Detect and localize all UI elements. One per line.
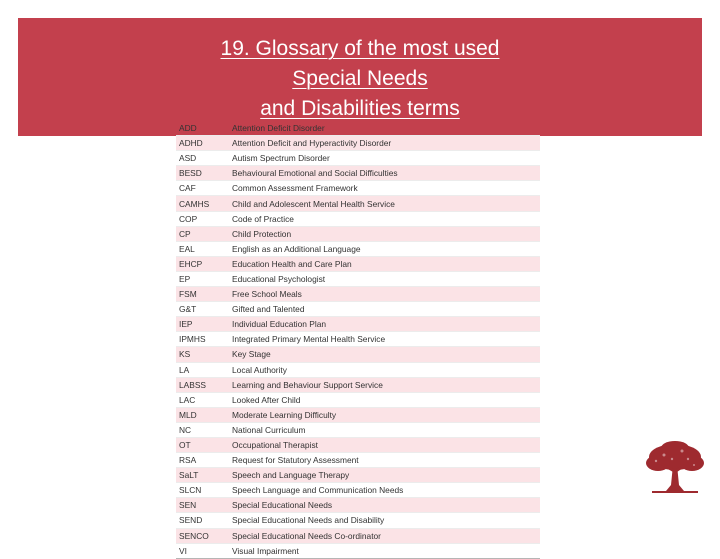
- glossary-term: Autism Spectrum Disorder: [229, 151, 540, 166]
- glossary-term: Special Educational Needs and Disability: [229, 513, 540, 528]
- glossary-abbreviation: KS: [176, 347, 229, 362]
- glossary-row: [176, 166, 540, 181]
- glossary-row: [176, 392, 540, 407]
- glossary-abbreviation: SEND: [176, 513, 229, 528]
- glossary-abbreviation: OT: [176, 437, 229, 452]
- glossary-abbreviation: BESD: [176, 166, 229, 181]
- glossary-row: [176, 483, 540, 498]
- glossary-term: Learning and Behaviour Support Service: [229, 377, 540, 392]
- title-line-1: 19. Glossary of the most used: [220, 37, 500, 60]
- glossary-abbreviation: CAF: [176, 181, 229, 196]
- glossary-abbreviation: G&T: [176, 302, 229, 317]
- glossary-row: [176, 241, 540, 256]
- glossary-row: [176, 181, 540, 196]
- glossary-term: Visual Impairment: [229, 543, 540, 558]
- glossary-term: Local Authority: [229, 362, 540, 377]
- glossary-row: [176, 211, 540, 226]
- glossary-term: Special Educational Needs: [229, 498, 540, 513]
- glossary-term: Moderate Learning Difficulty: [229, 407, 540, 422]
- glossary-term: Education Health and Care Plan: [229, 256, 540, 271]
- glossary-row: [176, 226, 540, 241]
- glossary-term: English as an Additional Language: [229, 241, 540, 256]
- glossary-row: [176, 513, 540, 528]
- glossary-row: [176, 377, 540, 392]
- glossary-abbreviation: VI: [176, 543, 229, 558]
- glossary-term: Educational Psychologist: [229, 271, 540, 286]
- glossary-abbreviation: CAMHS: [176, 196, 229, 211]
- glossary-abbreviation: ADHD: [176, 136, 229, 151]
- title-line-3: and Disabilities terms: [260, 97, 460, 120]
- glossary-term: Child and Adolescent Mental Health Service: [229, 196, 540, 211]
- glossary-table: [176, 121, 540, 559]
- glossary-abbreviation: MLD: [176, 407, 229, 422]
- glossary-row: [176, 256, 540, 271]
- glossary-abbreviation: EP: [176, 271, 229, 286]
- title-line-2: Special Needs: [292, 67, 428, 90]
- glossary-row: [176, 196, 540, 211]
- glossary-row: [176, 151, 540, 166]
- glossary-abbreviation: EAL: [176, 241, 229, 256]
- glossary-abbreviation: ADD: [176, 121, 229, 136]
- glossary-term: Integrated Primary Mental Health Service: [229, 332, 540, 347]
- glossary-term: Code of Practice: [229, 211, 540, 226]
- glossary-abbreviation: LABSS: [176, 377, 229, 392]
- glossary-abbreviation: EHCP: [176, 256, 229, 271]
- glossary-term: Free School Meals: [229, 287, 540, 302]
- glossary-row: [176, 121, 540, 136]
- glossary-row: [176, 422, 540, 437]
- glossary-term: Individual Education Plan: [229, 317, 540, 332]
- glossary-row: [176, 528, 540, 543]
- glossary-row: [176, 287, 540, 302]
- glossary-row: [176, 407, 540, 422]
- glossary-term: Child Protection: [229, 226, 540, 241]
- glossary-row: [176, 271, 540, 286]
- glossary-row: [176, 332, 540, 347]
- glossary-term: Request for Statutory Assessment: [229, 453, 540, 468]
- glossary-abbreviation: CP: [176, 226, 229, 241]
- glossary-term: Gifted and Talented: [229, 302, 540, 317]
- glossary-abbreviation: COP: [176, 211, 229, 226]
- glossary-abbreviation: IEP: [176, 317, 229, 332]
- slide-title: [190, 34, 530, 124]
- glossary-abbreviation: SEN: [176, 498, 229, 513]
- glossary-term: National Curriculum: [229, 422, 540, 437]
- glossary-term: Attention Deficit Disorder: [229, 121, 540, 136]
- glossary-row: [176, 317, 540, 332]
- glossary-term: Special Educational Needs Co-ordinator: [229, 528, 540, 543]
- glossary-abbreviation: SLCN: [176, 483, 229, 498]
- glossary-term: Occupational Therapist: [229, 437, 540, 452]
- glossary-term: Common Assessment Framework: [229, 181, 540, 196]
- glossary-abbreviation: SaLT: [176, 468, 229, 483]
- glossary-row: [176, 347, 540, 362]
- glossary-row: [176, 498, 540, 513]
- glossary-row: [176, 362, 540, 377]
- glossary-abbreviation: LAC: [176, 392, 229, 407]
- glossary-term: Speech Language and Communication Needs: [229, 483, 540, 498]
- glossary-abbreviation: ASD: [176, 151, 229, 166]
- glossary-term: Behavioural Emotional and Social Difficulties: [229, 166, 540, 181]
- glossary-row: [176, 437, 540, 452]
- glossary-term: Attention Deficit and Hyperactivity Disorder: [229, 136, 540, 151]
- glossary-abbreviation: IPMHS: [176, 332, 229, 347]
- glossary-abbreviation: NC: [176, 422, 229, 437]
- tree-icon: [644, 439, 706, 497]
- glossary-row: [176, 136, 540, 151]
- glossary-row: [176, 453, 540, 468]
- glossary-abbreviation: RSA: [176, 453, 229, 468]
- glossary-row: [176, 468, 540, 483]
- glossary-abbreviation: FSM: [176, 287, 229, 302]
- glossary-term: Key Stage: [229, 347, 540, 362]
- glossary-row: [176, 543, 540, 558]
- glossary-abbreviation: LA: [176, 362, 229, 377]
- glossary-term: Speech and Language Therapy: [229, 468, 540, 483]
- glossary-abbreviation: SENCO: [176, 528, 229, 543]
- glossary-term: Looked After Child: [229, 392, 540, 407]
- glossary-row: [176, 302, 540, 317]
